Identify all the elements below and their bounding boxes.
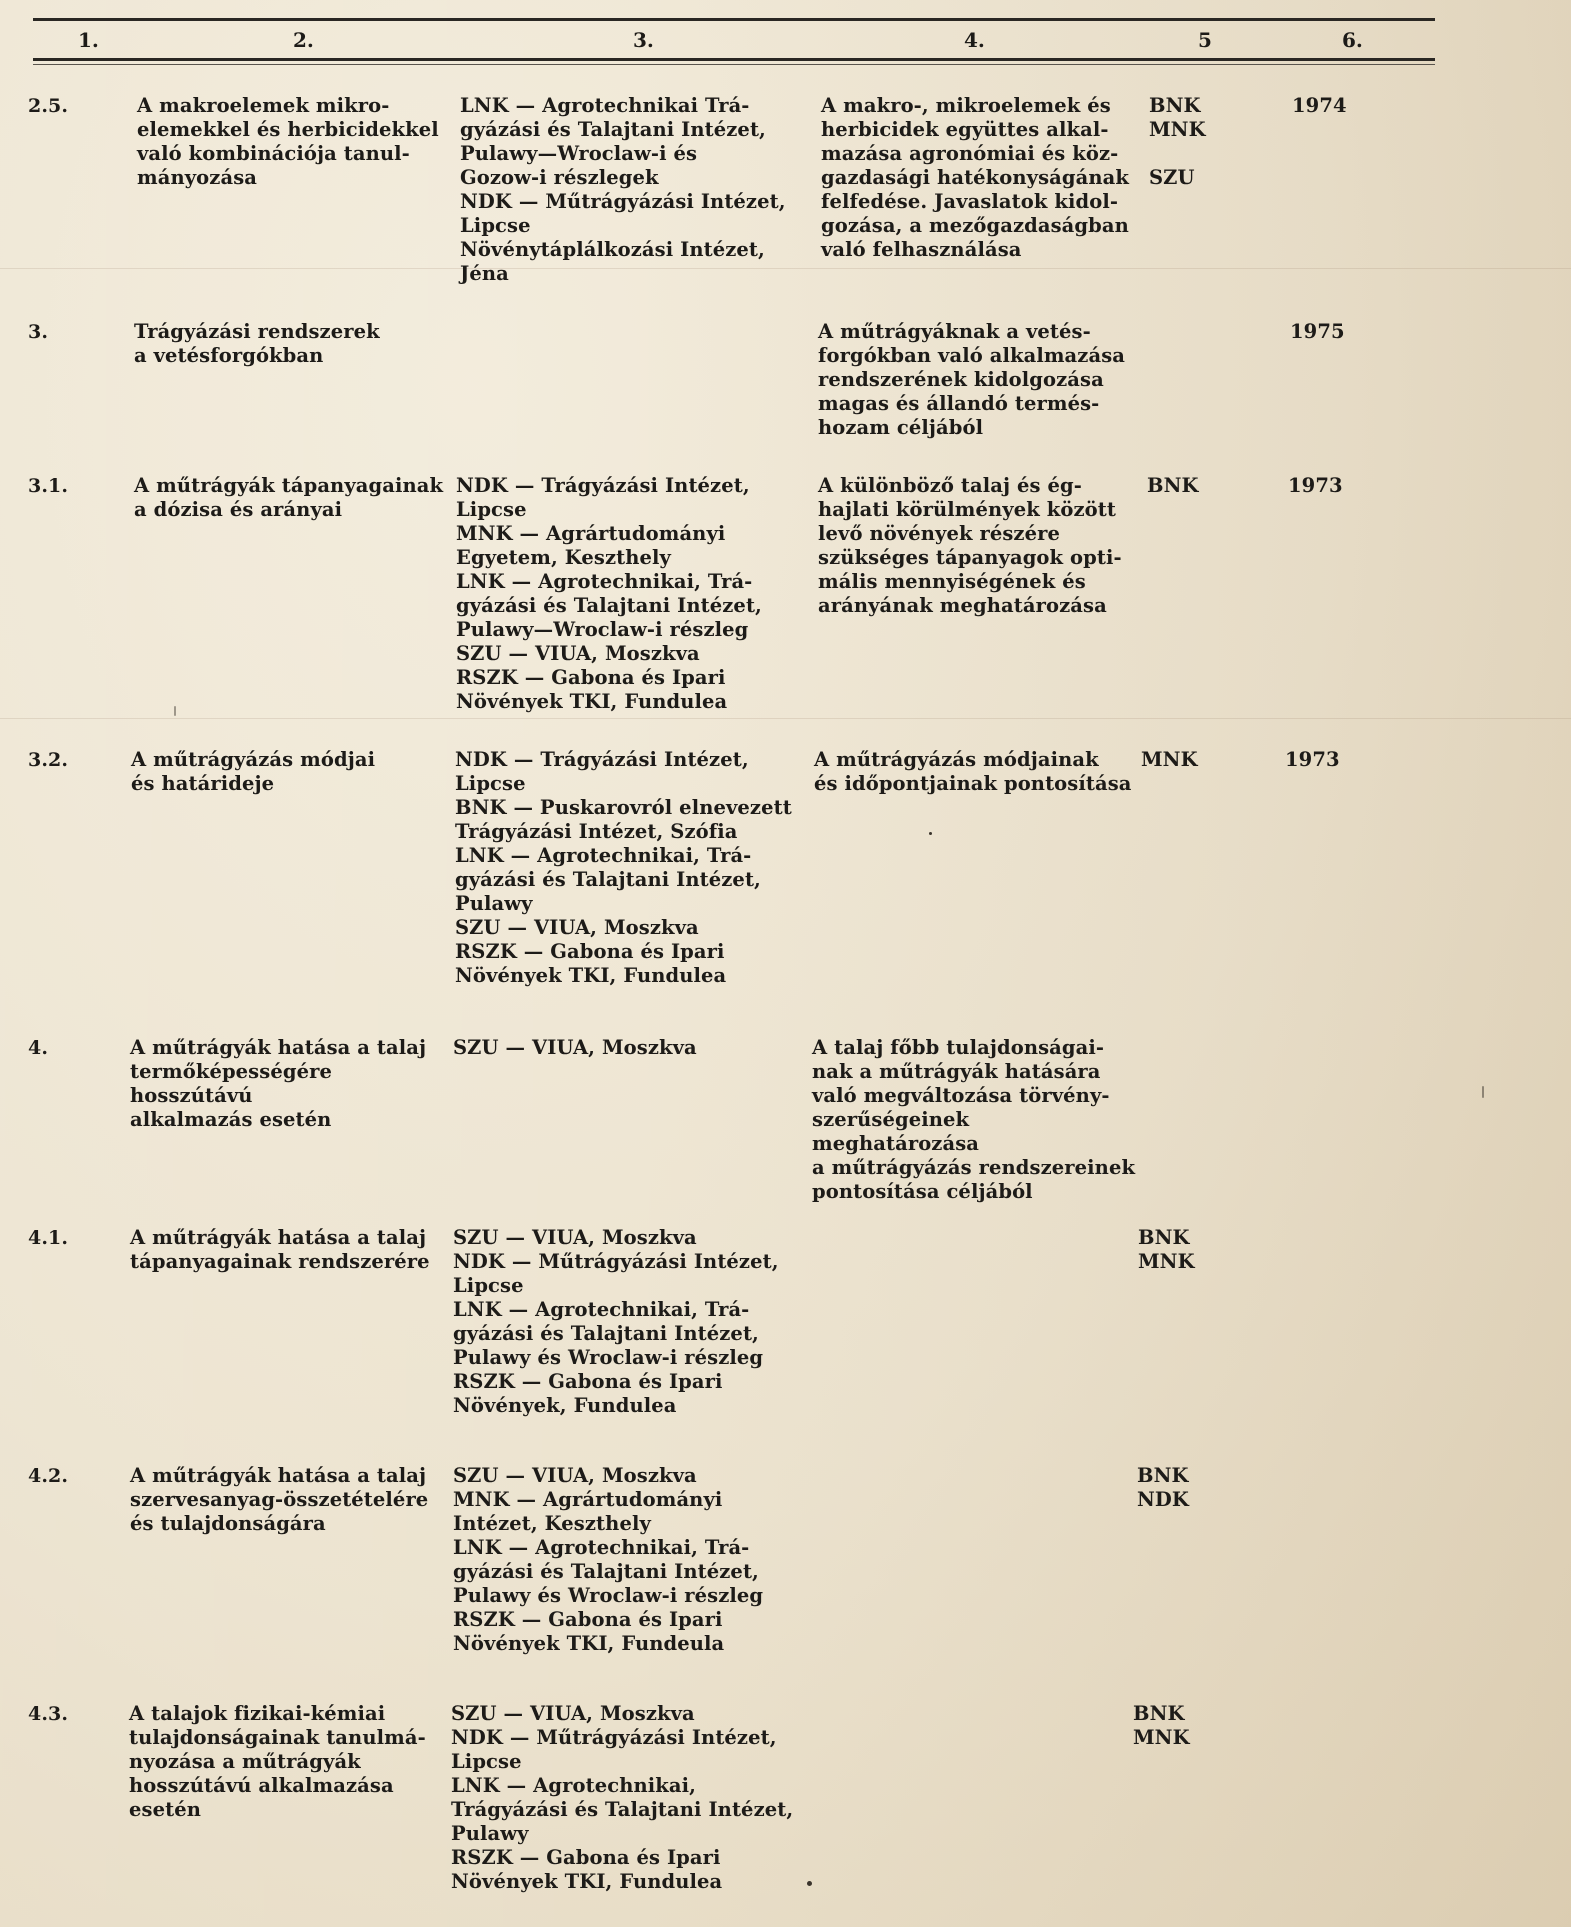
column-header-6: 6. <box>1342 28 1363 52</box>
row-number: 4.1. <box>28 1227 69 1249</box>
header-bottom-rule <box>33 58 1435 61</box>
participating-institutes: SZU — VIUA, Moszkva NDK — Műtrágyázási Intézet, Lipcse LNK — Agrotechnikai, Trágyázási és Talajtani Intézet, Pulawy RSZK — Gabona és Ipari Növények TKI, Fundulea <box>451 1702 794 1893</box>
column-header-4: 4. <box>964 28 985 52</box>
research-topic: A műtrágyák hatása a talaj termőképességére hosszútávú alkalmazás esetén <box>130 1036 427 1131</box>
header-bottom-thin-rule <box>33 64 1435 65</box>
participating-institutes: SZU — VIUA, Moszkva MNK — Agrártudományi Intézet, Keszthely LNK — Agrotechnikai, Trá- gyázási és Talajtani Intézet, Pulawy és Wroclaw-i részleg RSZK — Gabona és Ipari Növények TKI, Fundeula <box>453 1464 764 1655</box>
scan-speck <box>929 832 932 835</box>
column-header-2: 2. <box>293 28 314 52</box>
research-topic: A műtrágyázás módjai és határideje <box>131 748 376 795</box>
participating-countries: BNK MNK <box>1133 1702 1190 1749</box>
row-number: 3.1. <box>28 475 69 497</box>
row-number: 3. <box>28 321 49 343</box>
year: 1973 <box>1288 474 1343 497</box>
row-number: 4.2. <box>28 1465 69 1487</box>
research-topic: A talajok fizikai-kémiai tulajdonságainak tanulmá- nyozása a műtrágyák hosszútávú alkalmazása esetén <box>129 1702 426 1821</box>
scan-speck <box>807 1881 812 1886</box>
column-header-1: 1. <box>78 28 99 52</box>
scan-speck <box>174 706 176 716</box>
participating-countries: BNK MNK SZU <box>1149 94 1206 189</box>
paper-fold-line <box>0 718 1571 719</box>
column-header-3: 3. <box>633 28 654 52</box>
participating-countries: MNK <box>1141 748 1198 771</box>
participating-institutes: NDK — Trágyázási Intézet, Lipcse BNK — Puskarovról elnevezett Trágyázási Intézet, Szófia LNK — Agrotechnikai, Trá- gyázási és Talajtani Intézet, Pulawy SZU — VIUA, Moszkva RSZK — Gabona és Ipari Növények TKI, Fundulea <box>455 748 792 987</box>
year: 1973 <box>1285 748 1340 771</box>
research-topic: A műtrágyák hatása a talaj tápanyagainak rendszerére <box>130 1226 430 1273</box>
participating-countries: BNK <box>1147 474 1199 497</box>
row-number: 4. <box>28 1037 49 1059</box>
research-topic: A makroelemek mikro- elemekkel és herbicidekkel való kombinációja tanul- mányozása <box>137 94 439 189</box>
research-goal: A különböző talaj és ég- hajlati körülmények között levő növények részére szükséges tápanyagok opti- mális mennyiségének és arányának meghatározása <box>818 474 1122 617</box>
column-header-5: 5 <box>1198 28 1212 52</box>
research-topic: Trágyázási rendszerek a vetésforgókban <box>134 320 380 367</box>
research-goal: A műtrágyáknak a vetés- forgókban való alkalmazása rendszerének kidolgozása magas és állandó termés- hozam céljából <box>818 320 1126 439</box>
year: 1975 <box>1290 320 1345 343</box>
participating-countries: BNK NDK <box>1137 1464 1189 1511</box>
research-goal: A makro-, mikroelemek és herbicidek együttes alkal- mazása agronómiai és köz- gazdasági hatékonyságának felfedése. Javaslatok kidol- gozása, a mezőgazdaságban való felhasználása <box>821 94 1130 261</box>
row-number: 3.2. <box>28 749 69 771</box>
participating-countries: BNK MNK <box>1138 1226 1195 1273</box>
participating-institutes: NDK — Trágyázási Intézet, Lipcse MNK — Agrártudományi Egyetem, Keszthely LNK — Agrotechnikai, Trá- gyázási és Talajtani Intézet, Pulawy—Wroclaw-i részleg SZU — VIUA, Moszkva RSZK — Gabona és Ipari Növények TKI, Fundulea <box>456 474 762 713</box>
participating-institutes: LNK — Agrotechnikai Trá- gyázási és Talajtani Intézet, Pulawy—Wroclaw-i és Gozow-i részlegek NDK — Műtrágyázási Intézet, Lipcse Növénytáplálkozási Intézet, Jéna <box>460 94 786 285</box>
research-topic: A műtrágyák tápanyagainak a dózisa és arányai <box>134 474 444 521</box>
year: 1974 <box>1292 94 1347 117</box>
table-top-rule <box>33 18 1435 21</box>
scan-speck <box>1482 1086 1484 1098</box>
research-topic: A műtrágyák hatása a talaj szervesanyag-összetételére és tulajdonságára <box>130 1464 429 1535</box>
research-goal: A talaj főbb tulajdonságai- nak a műtrágyák hatására való megváltozása törvény- szerűségeinek meghatározása a műtrágyázás rendszereinek pontosítása céljából <box>812 1036 1136 1203</box>
row-number: 2.5. <box>28 95 69 117</box>
participating-institutes: SZU — VIUA, Moszkva <box>453 1036 697 1059</box>
row-number: 4.3. <box>28 1703 69 1725</box>
participating-institutes: SZU — VIUA, Moszkva NDK — Műtrágyázási Intézet, Lipcse LNK — Agrotechnikai, Trá- gyázási és Talajtani Intézet, Pulawy és Wroclaw-i részleg RSZK — Gabona és Ipari Növények, Fundulea <box>453 1226 779 1417</box>
research-goal: A műtrágyázás módjainak és időpontjainak pontosítása <box>814 748 1132 795</box>
